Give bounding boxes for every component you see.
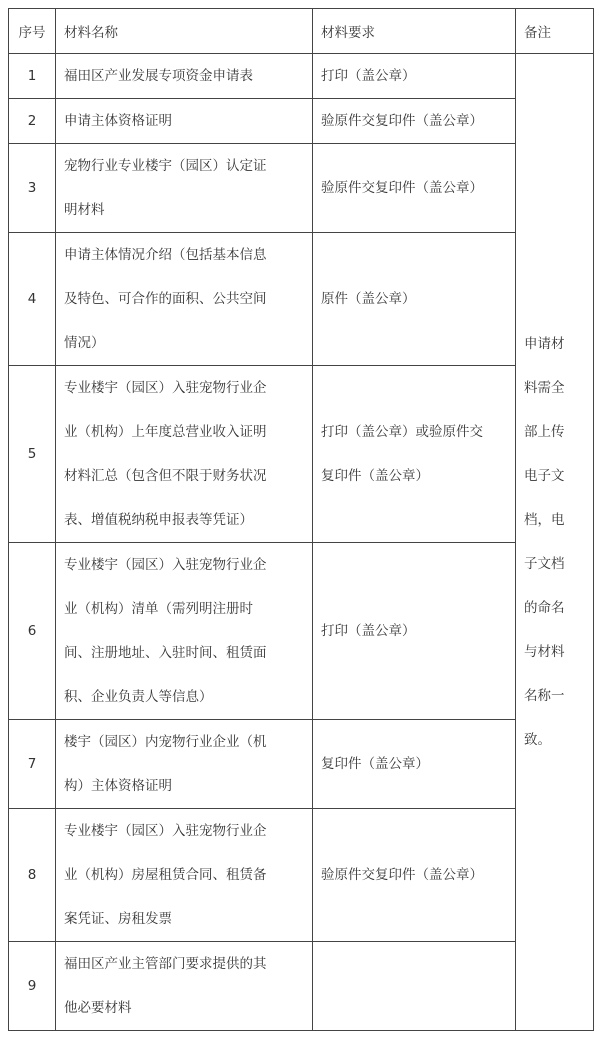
row-number: 7 [9, 720, 56, 809]
material-requirement [313, 144, 516, 233]
material-name-text: 专业楼宇（园区）入驻宠物行业企 业（机构）上年度总营业收入证明 材料汇总（包含但不限于财务状况 表、增值税纳税申报表等凭证） [64, 380, 267, 528]
material-name [56, 543, 313, 720]
material-requirement [313, 942, 516, 1031]
material-requirement [313, 99, 516, 144]
material-requirement-text: 验原件交复印件（盖公章） [321, 867, 483, 883]
table-row [9, 720, 594, 809]
row-number: 9 [9, 942, 56, 1031]
material-name-text: 申请主体情况介绍（包括基本信息 及特色、可合作的面积、公共空间 情况） [64, 247, 267, 351]
remarks-cell [516, 54, 594, 1031]
material-requirement-text: 验原件交复印件（盖公章） [321, 113, 483, 129]
material-name-text: 福田区产业主管部门要求提供的其 他必要材料 [64, 956, 267, 1016]
material-requirement-text: 打印（盖公章） [321, 68, 416, 84]
material-name [56, 144, 313, 233]
material-name-text: 福田区产业发展专项资金申请表 [64, 68, 253, 84]
table-row [9, 99, 594, 144]
material-name-text: 专业楼宇（园区）入驻宠物行业企 业（机构）清单（需列明注册时 间、注册地址、入驻时间、租赁面 积、企业负责人等信息） [64, 557, 267, 705]
table-row [9, 942, 594, 1031]
table-row [9, 809, 594, 942]
material-name [56, 54, 313, 99]
table-row [9, 366, 594, 543]
row-number: 2 [9, 99, 56, 144]
material-name [56, 233, 313, 366]
header-material-requirement: 材料要求 [313, 9, 516, 54]
material-name-text: 申请主体资格证明 [64, 113, 172, 129]
row-number: 4 [9, 233, 56, 366]
material-requirement [313, 809, 516, 942]
row-number: 6 [9, 543, 56, 720]
materials-table [8, 8, 594, 1031]
material-requirement [313, 720, 516, 809]
material-name [56, 366, 313, 543]
material-name [56, 720, 313, 809]
material-name-text: 宠物行业专业楼宇（园区）认定证 明材料 [64, 158, 267, 218]
material-requirement [313, 366, 516, 543]
material-name-text: 专业楼宇（园区）入驻宠物行业企 业（机构）房屋租赁合同、租赁备 案凭证、房租发票 [64, 823, 267, 927]
header-remarks: 备注 [516, 9, 594, 54]
table-row [9, 543, 594, 720]
header-material-name: 材料名称 [56, 9, 313, 54]
table-row [9, 233, 594, 366]
material-requirement [313, 543, 516, 720]
row-number: 8 [9, 809, 56, 942]
row-number: 3 [9, 144, 56, 233]
material-name [56, 99, 313, 144]
material-name-text: 楼宇（园区）内宠物行业企业（机 构）主体资格证明 [64, 734, 267, 794]
table-row [9, 144, 594, 233]
material-requirement [313, 54, 516, 99]
row-number: 1 [9, 54, 56, 99]
material-name [56, 942, 313, 1031]
row-number: 5 [9, 366, 56, 543]
material-requirement [313, 233, 516, 366]
table-header-row [9, 9, 594, 54]
material-requirement-text: 验原件交复印件（盖公章） [321, 180, 483, 196]
material-requirement-text: 复印件（盖公章） [321, 756, 429, 772]
material-requirement-text: 打印（盖公章）或验原件交 复印件（盖公章） [321, 424, 483, 484]
material-name [56, 809, 313, 942]
header-serial-number: 序号 [9, 9, 56, 54]
table-row [9, 54, 594, 99]
material-requirement-text: 原件（盖公章） [321, 291, 416, 307]
material-requirement-text: 打印（盖公章） [321, 623, 416, 639]
remarks-text: 申请材 料需全 部上传 电子文 档，电 子文档 的命名 与材料 名称一 致。 [524, 336, 565, 748]
